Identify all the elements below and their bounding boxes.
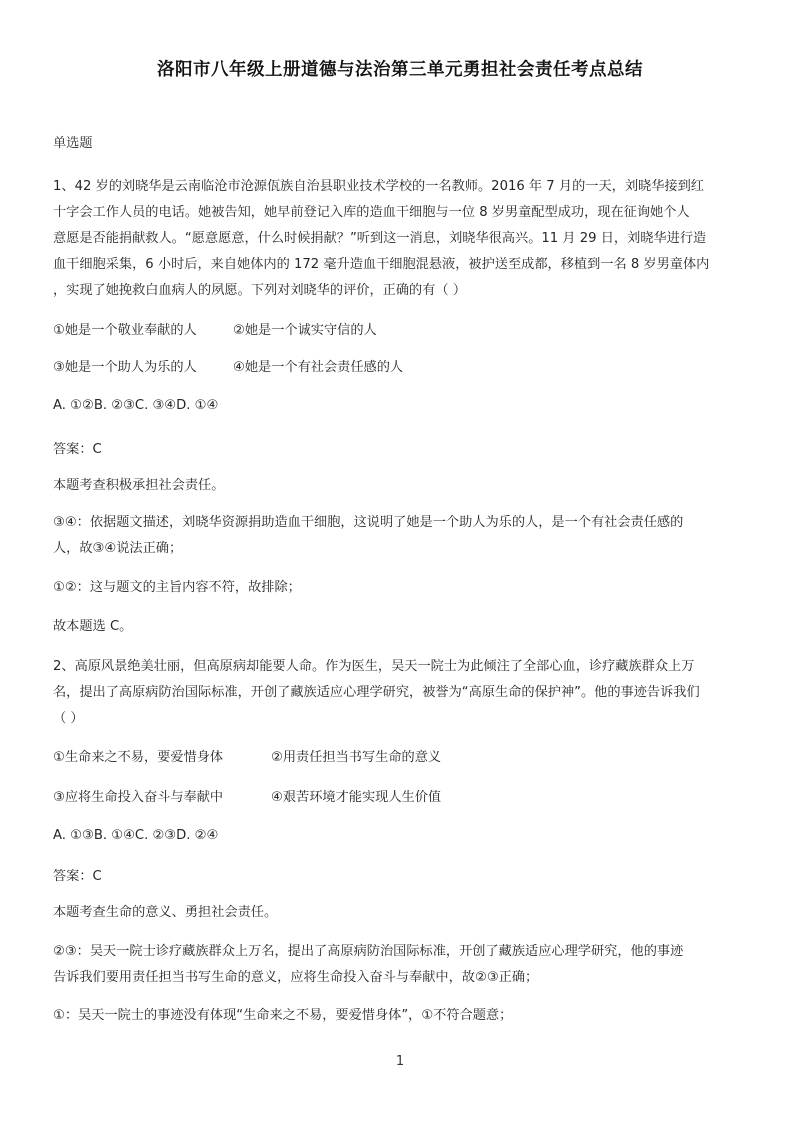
q1-option-3: ③她是一个助人为乐的人 — [53, 360, 197, 375]
q1-analysis-3: 人，故③④说法正确； — [53, 541, 183, 556]
page-title: 洛阳市八年级上册道德与法治第三单元勇担社会责任考点总结 — [157, 60, 643, 80]
q1-option-4: ④她是一个有社会责任感的人 — [233, 360, 404, 375]
q1-line-4: 血干细胞采集，6 小时后，来自她体内的 172 毫升造血干细胞混悬液，被护送至成都，移植到一名 8 岁男童体内 — [53, 257, 710, 272]
q2-option-3: ③应将生命投入奋斗与奉献中 — [53, 790, 224, 805]
q2-option-4: ④艰苦环境才能实现人生价值 — [271, 790, 442, 805]
q2-line-2: 名，提出了高原病防治国际标准，开创了藏族适应心理学研究，被誉为“高原生命的保护神”。他的事迹告诉我们 — [53, 685, 700, 700]
q1-analysis-2: ③④：依据题文描述，刘晓华资源捐助造血干细胞，这说明了她是一个助人为乐的人，是一个有社会责任感的 — [53, 515, 684, 530]
q2-analysis-3: 告诉我们要用责任担当书写生命的意义，应将生命投入奋斗与奉献中，故②③正确； — [53, 970, 539, 985]
q2-option-2: ②用责任担当书写生命的意义 — [271, 750, 442, 765]
q1-option-2: ②她是一个诚实守信的人 — [233, 323, 377, 338]
q1-line-2: 十字会工作人员的电话。她被告知，她早前登记入库的造血干细胞与一位 8 岁男童配型成功，现在征询她个人 — [53, 205, 690, 220]
q1-option-1: ①她是一个敬业奉献的人 — [53, 323, 197, 338]
page-number: 1 — [395, 1054, 405, 1069]
q2-choices: A. ①③B. ①④C. ②③D. ②④ — [53, 828, 219, 843]
q1-analysis-1: 本题考查积极承担社会责任。 — [53, 478, 225, 493]
q1-line-3: 意愿是否能捐献救人。“愿意愿意，什么时候捐献？”听到这一消息，刘晓华很高兴。11 月 29 日，刘晓华进行造 — [53, 231, 707, 246]
q2-line-3: （ ） — [53, 711, 84, 726]
q1-choices: A. ①②B. ②③C. ③④D. ①④ — [53, 398, 219, 413]
q2-option-1: ①生命来之不易，要爱惜身体 — [53, 750, 224, 765]
q1-line-5: ，实现了她挽救白血病人的夙愿。下列对刘晓华的评价，正确的有（ ） — [53, 283, 467, 298]
q2-line-1: 2、高原风景绝美壮丽，但高原病却能要人命。作为医生，吴天一院士为此倾注了全部心血，诊疗藏族群众上万 — [53, 659, 695, 674]
q2-answer: 答案：C — [53, 869, 102, 884]
section-label: 单选题 — [53, 136, 93, 151]
q1-line-1: 1、42 岁的刘晓华是云南临沧市沧源佤族自治县职业技术学校的一名教师。2016 年 7 月的一天，刘晓华接到红 — [53, 179, 704, 194]
q1-analysis-4: ①②：这与题文的主旨内容不符，故排除； — [53, 580, 301, 595]
q2-analysis-2: ②③：吴天一院士诊疗藏族群众上万名，提出了高原病防治国际标准，开创了藏族适应心理学研究，他的事迹 — [53, 944, 684, 959]
q2-analysis-4: ①：吴天一院士的事迹没有体现“生命来之不易，要爱惜身体”，①不符合题意； — [53, 1008, 513, 1023]
q2-analysis-1: 本题考查生命的意义、勇担社会责任。 — [53, 905, 278, 920]
q1-answer: 答案：C — [53, 442, 102, 457]
q1-analysis-5: 故本题选 C。 — [53, 619, 133, 634]
